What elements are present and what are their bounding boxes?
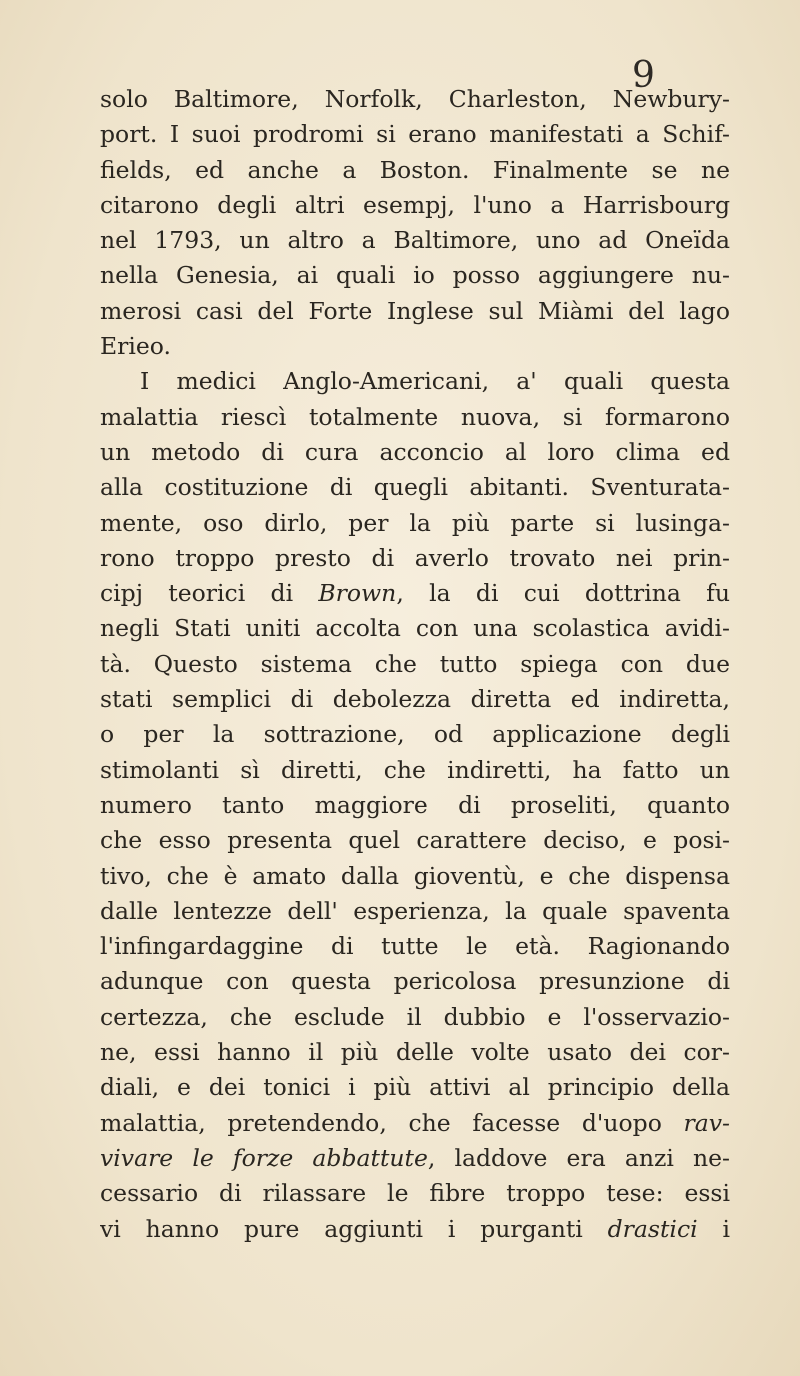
- text-line: [100, 1035, 730, 1070]
- text-line: [100, 258, 730, 293]
- text-segment: stati semplici di debolezza diretta ed indiretta,: [100, 685, 730, 714]
- text-line: [100, 506, 730, 541]
- body-text: [100, 82, 730, 1247]
- text-segment: port. I suoi prodromi si erano manifestati a Schif-: [100, 120, 730, 149]
- text-line: [100, 894, 730, 929]
- text-segment: i: [697, 1214, 730, 1243]
- text-segment: solo Baltimore, Norfolk, Charleston, Newbury-: [100, 85, 730, 113]
- text-line: [100, 541, 730, 576]
- text-line: [100, 117, 730, 152]
- text-segment: tà. Questo sistema che tutto spiega con due: [100, 649, 730, 678]
- text-line: [100, 1176, 730, 1211]
- text-segment: l'infingardaggine di tutte le età. Ragionando: [100, 932, 730, 961]
- text-line: [100, 929, 730, 964]
- text-segment: numero tanto maggiore di proseliti, quanto: [100, 790, 730, 819]
- text-segment: rono troppo presto di averlo trovato nei prin-: [100, 543, 730, 572]
- text-line: [100, 611, 730, 646]
- text-segment: ne, essi hanno il più delle volte usato dei cor-: [100, 1038, 730, 1067]
- text-line: [100, 1000, 730, 1035]
- text-segment: malattia riescì totalmente nuova, si formarono: [100, 402, 730, 431]
- text-line: [100, 153, 730, 188]
- text-line: [100, 788, 730, 823]
- text-segment: merosi casi del Forte Inglese sul Miàmi del lago: [100, 296, 730, 325]
- text-segment: tivo, che è amato dalla gioventù, e che dispensa: [100, 861, 730, 890]
- text-line: [100, 470, 730, 505]
- text-segment: fields, ed anche a Boston. Finalmente se ne: [100, 155, 730, 184]
- text-line: [100, 823, 730, 858]
- text-segment: nel 1793, un altro a Baltimore, uno ad Oneïda: [100, 226, 730, 255]
- text-line: [100, 1070, 730, 1105]
- text-segment: stimolanti sì diretti, che indiretti, ha fatto un: [100, 755, 730, 784]
- text-segment: negli Stati uniti accolta con una scolastica avidi-: [100, 614, 730, 643]
- text-line: [100, 188, 730, 223]
- text-line: [100, 1106, 730, 1141]
- text-line: [100, 859, 730, 894]
- italic-text: rav-: [683, 1108, 730, 1137]
- text-segment: , la di cui dottrina fu: [396, 579, 730, 608]
- text-line: [100, 576, 730, 611]
- text-segment: che esso presenta quel carattere deciso, e posi-: [100, 826, 730, 855]
- text-segment: alla costituzione di quegli abitanti. Sventurata-: [100, 473, 730, 502]
- text-line: [100, 364, 730, 399]
- text-segment: dalle lentezze dell' esperienza, la quale spaventa: [100, 896, 730, 925]
- text-line: [100, 682, 730, 717]
- text-line: [100, 1212, 730, 1247]
- text-segment: , laddove era anzi ne-: [427, 1143, 730, 1172]
- text-line: [100, 717, 730, 752]
- text-line: [100, 647, 730, 682]
- text-segment: Erieo.: [100, 332, 172, 361]
- text-segment: vi hanno pure aggiunti i purganti: [100, 1214, 608, 1243]
- text-line: [100, 1141, 730, 1176]
- text-line: [100, 435, 730, 470]
- italic-text: vivare le forze abbattute: [100, 1143, 428, 1172]
- page-number: 9: [632, 55, 655, 96]
- text-segment: o per la sottrazione, od applicazione degli: [100, 720, 730, 749]
- text-segment: cipj teorici di: [100, 579, 319, 608]
- text-segment: cessario di rilassare le fibre troppo tese: essi: [100, 1179, 730, 1208]
- text-line: [100, 82, 730, 117]
- italic-text: drastici: [607, 1214, 698, 1243]
- text-line: [100, 753, 730, 788]
- text-segment: mente, oso dirlo, per la più parte si lusinga-: [100, 508, 730, 537]
- text-segment: malattia, pretendendo, che facesse d'uopo: [100, 1108, 684, 1137]
- text-segment: nella Genesia, ai quali io posso aggiungere nu-: [100, 261, 730, 290]
- italic-text: Brown: [318, 579, 397, 608]
- text-segment: diali, e dei tonici i più attivi al principio della: [100, 1073, 730, 1102]
- text-line: [100, 400, 730, 435]
- text-segment: I medici Anglo-Americani, a' quali questa: [140, 367, 730, 396]
- text-line: [100, 329, 730, 364]
- text-segment: certezza, che esclude il dubbio e l'osservazio-: [100, 1002, 730, 1031]
- text-segment: adunque con questa pericolosa presunzione di: [100, 967, 730, 996]
- text-line: [100, 223, 730, 258]
- text-line: [100, 964, 730, 999]
- text-line: [100, 294, 730, 329]
- text-segment: un metodo di cura acconcio al loro clima ed: [100, 437, 730, 466]
- text-segment: citarono degli altri esempj, l'uno a Harrisbourg: [100, 190, 730, 219]
